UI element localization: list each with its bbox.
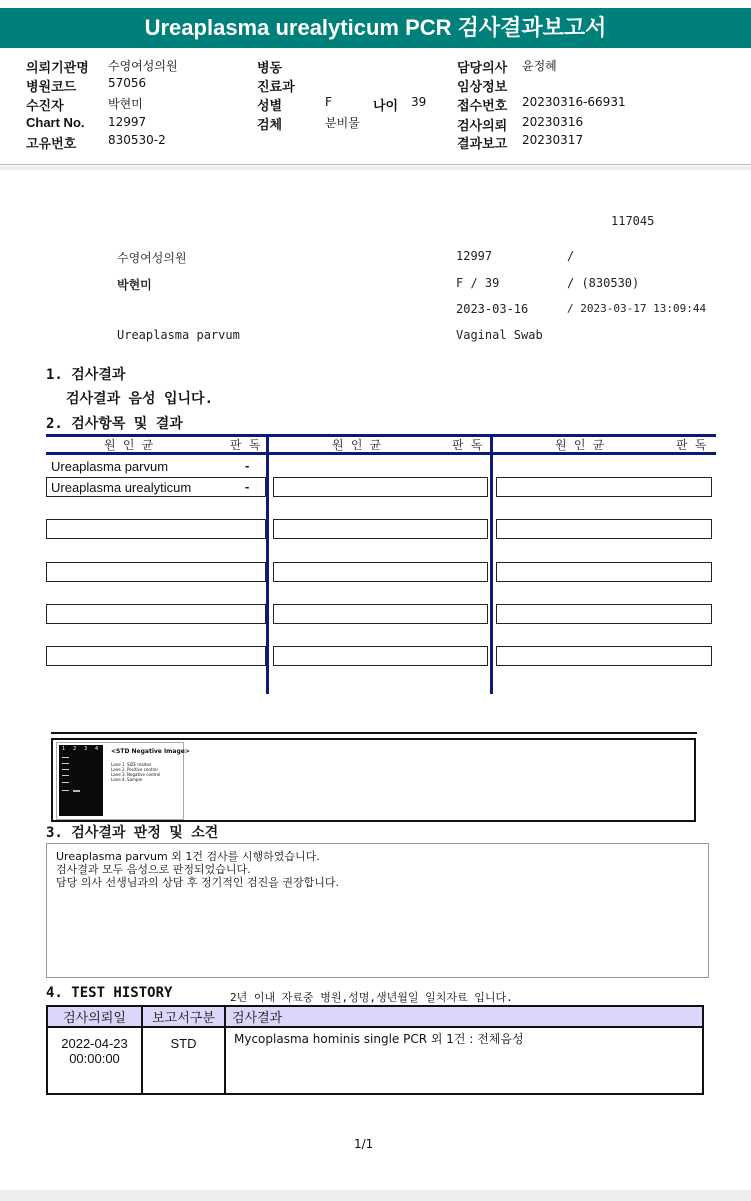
history-col-result: 검사결과 <box>225 1006 703 1027</box>
col-header-result: 판 독 <box>452 438 483 452</box>
summary-slash: / <box>567 249 575 263</box>
header-label: 병원코드 <box>26 79 77 94</box>
history-time: 00:00:00 <box>69 1051 120 1066</box>
header-label: 수진자 <box>26 98 64 113</box>
summary-report-datetime: / 2023-03-17 13:09:44 <box>567 302 707 315</box>
history-table <box>46 1005 704 1095</box>
history-date: 2022-04-23 <box>61 1036 128 1051</box>
result-cell <box>46 519 266 539</box>
col-header-result: 판 독 <box>676 438 707 452</box>
header-value: 20230317 <box>522 133 584 147</box>
summary-sex-age: F / 39 <box>456 276 500 290</box>
result-cell <box>496 477 712 497</box>
header-label: 고유번호 <box>26 136 77 151</box>
positive-band <box>73 790 80 792</box>
lane-label: 4 <box>95 746 99 752</box>
gel-legend-item: Lane 2. Positive control <box>111 767 158 772</box>
header-label: 담당의사 <box>457 60 508 75</box>
table-row <box>47 1027 703 1094</box>
summary-test-name: Ureaplasma parvum <box>117 328 240 342</box>
section4-title: 4. TEST HISTORY <box>46 985 173 1001</box>
header-label: 접수번호 <box>457 98 508 113</box>
header-value: 830530-2 <box>108 133 166 147</box>
gel-legend <box>111 762 160 782</box>
specimen-label: 검체 <box>257 117 283 132</box>
header-label: 의뢰기관명 <box>26 60 89 75</box>
gel-image <box>56 742 190 820</box>
ladder-band <box>62 769 69 770</box>
result-cell <box>496 562 712 582</box>
specimen-value: 분비물 <box>325 116 360 130</box>
pathogen-result: - <box>245 479 250 494</box>
result-cell <box>496 604 712 624</box>
section1-title: 1. 검사결과 <box>46 367 126 383</box>
header-value: 12997 <box>108 115 147 129</box>
age-value: 39 <box>411 95 427 109</box>
lane-label: 2 <box>73 746 77 752</box>
history-note: 2년 이내 자료중 병원,성명,생년월일 일치자료 입니다. <box>230 991 513 1004</box>
summary-clinic: 수영여성의원 <box>117 251 187 265</box>
history-col-type: 보고서구분 <box>142 1006 225 1027</box>
lane-label: 3 <box>84 746 88 752</box>
opinion-line: 담당 의사 선생님과의 상담 후 정기적인 검진을 권장합니다. <box>56 876 339 889</box>
header-value: 20230316 <box>522 115 584 129</box>
result-cell <box>273 519 488 539</box>
result-cell <box>46 562 266 582</box>
page-number: 1/1 <box>354 1137 374 1151</box>
result-cell <box>273 604 488 624</box>
gel-caption: <STD Negative Image> <box>111 748 190 755</box>
header-label: 결과보고 <box>457 136 508 151</box>
gel-legend-item: Lane 3. Negative control <box>111 772 161 777</box>
header-label: 검사의뢰 <box>457 118 508 133</box>
header-value: 수영여성의원 <box>108 59 178 73</box>
pathogen-name: Ureaplasma parvum <box>51 459 169 474</box>
history-header-row <box>47 1006 703 1027</box>
ladder-band <box>62 775 69 776</box>
lane-label: 1 <box>62 746 66 752</box>
footer-bar <box>0 1190 751 1201</box>
report-number: 117045 <box>611 214 655 228</box>
col-header-pathogen: 원 인 균 <box>332 438 382 452</box>
sex-value: F <box>325 95 332 109</box>
result-cell <box>496 519 712 539</box>
col-header-result: 판 독 <box>230 438 261 452</box>
result-cell <box>46 646 266 666</box>
result-cell <box>46 604 266 624</box>
summary-chart: 12997 <box>456 249 493 263</box>
section3-title: 3. 검사결과 판정 및 소견 <box>46 825 219 841</box>
age-label: 나이 <box>373 98 399 113</box>
gel-legend-item: Lane 1. SIZE marker <box>111 762 152 767</box>
ladder-band <box>62 757 69 758</box>
history-date-cell <box>47 1027 142 1094</box>
header-value: 57056 <box>108 76 147 90</box>
summary-request-date: 2023-03-16 <box>456 302 529 316</box>
result-cell <box>273 646 488 666</box>
section2-title: 2. 검사항목 및 결과 <box>46 416 183 432</box>
report-title: Ureaplasma urealyticum PCR 검사결과보고서 <box>0 8 751 48</box>
summary-specimen: Vaginal Swab <box>456 328 543 342</box>
header-value: 20230316-66931 <box>522 95 626 109</box>
history-type: STD <box>142 1027 225 1094</box>
result-cell <box>273 477 488 497</box>
col-header-pathogen: 원 인 균 <box>104 438 154 452</box>
gel-lanes-panel <box>59 745 103 816</box>
pathogen-result: - <box>245 458 250 473</box>
ladder-band <box>62 763 69 764</box>
header-value: 윤정혜 <box>522 59 557 73</box>
opinion-line: Ureaplasma parvum 외 1건 검사를 시행하였습니다. <box>56 850 320 863</box>
history-result: Mycoplasma hominis single PCR 외 1건 : 전체음성 <box>225 1027 703 1094</box>
ladder-band <box>62 782 69 783</box>
sex-label: 성별 <box>257 98 283 113</box>
grid-col-divider <box>490 434 493 694</box>
gel-legend-item: Lane 4. Sample <box>111 777 143 782</box>
opinion-box <box>46 843 709 978</box>
header-label: 임상정보 <box>457 79 508 94</box>
grid-col-divider <box>266 434 269 694</box>
col-header-pathogen: 원 인 균 <box>555 438 605 452</box>
result-cell <box>273 562 488 582</box>
history-col-date: 검사의뢰일 <box>47 1006 142 1027</box>
header-label: Chart No. <box>26 115 85 130</box>
header-divider-shadow <box>0 166 751 170</box>
result-cell <box>496 646 712 666</box>
gel-rule <box>51 732 697 734</box>
section1-text: 검사결과 음성 입니다. <box>66 391 214 407</box>
summary-patient: 박현미 <box>117 278 152 292</box>
ward-label: 병동 <box>257 60 283 75</box>
summary-id: / (830530) <box>567 276 640 290</box>
ladder-band <box>62 790 69 791</box>
opinion-line: 검사결과 모두 음성으로 판정되었습니다. <box>56 863 251 876</box>
dept-label: 진료과 <box>257 79 295 94</box>
header-divider <box>0 164 751 165</box>
header-value: 박현미 <box>108 97 143 111</box>
pathogen-name: Ureaplasma urealyticum <box>51 480 192 495</box>
